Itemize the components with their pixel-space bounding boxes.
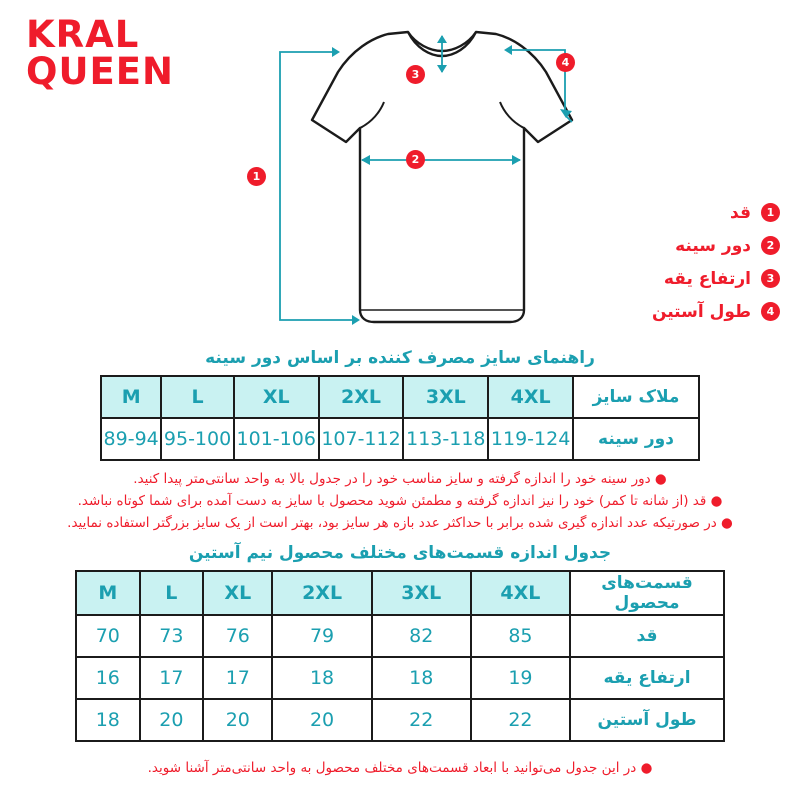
dims-length-3xl: 82 [372, 615, 471, 657]
table-row [76, 657, 724, 699]
dims-header-label: قسمت‌های محصول [570, 571, 724, 615]
chest-size-table [100, 375, 700, 461]
dims-length-xl: 76 [203, 615, 272, 657]
tshirt-illustration [220, 10, 580, 340]
dims-sleeve-l: 20 [140, 699, 204, 741]
legend-item-4 [590, 295, 780, 328]
chest-value-m: 89-94 [101, 418, 161, 460]
table-row [76, 571, 724, 615]
dims-sleeve-4xl: 22 [471, 699, 570, 741]
dims-size-4xl: 4XL [471, 571, 570, 615]
dims-row-label-sleeve: طول آستین [570, 699, 724, 741]
chest-value-xl: 101-106 [234, 418, 319, 460]
legend-marker-4: 4 [761, 302, 780, 321]
marker-2: 2 [406, 150, 425, 169]
legend-item-3 [590, 262, 780, 295]
table-row [76, 699, 724, 741]
chest-note-3: ● در صورتیکه عدد اندازه گیری شده برابر با حداکثر عدد بازه هر سایز بود، بهتر است از یک سایز بزرگتر استفاده نمایید. [67, 515, 733, 531]
table-row [101, 376, 699, 418]
legend-marker-1: 1 [761, 203, 780, 222]
dims-size-l: L [140, 571, 204, 615]
legend-item-2 [590, 229, 780, 262]
dims-collar-3xl: 18 [372, 657, 471, 699]
brand-line-1: KRAL [26, 13, 140, 56]
dims-length-l: 73 [140, 615, 204, 657]
dims-collar-xl: 17 [203, 657, 272, 699]
dims-collar-m: 16 [76, 657, 140, 699]
dims-sleeve-xl: 20 [203, 699, 272, 741]
dims-sleeve-3xl: 22 [372, 699, 471, 741]
tshirt-svg [220, 10, 580, 340]
chest-size-4xl: 4XL [488, 376, 573, 418]
dims-collar-4xl: 19 [471, 657, 570, 699]
chest-size-3xl: 3XL [403, 376, 488, 418]
legend-marker-3: 3 [761, 269, 780, 288]
legend-label-4: طول آستین [651, 301, 751, 322]
legend [590, 196, 780, 328]
marker-3: 3 [406, 65, 425, 84]
brand-logo [26, 13, 175, 93]
dims-size-m: M [76, 571, 140, 615]
table-row [76, 615, 724, 657]
dims-sleeve-2xl: 20 [272, 699, 371, 741]
legend-label-2: دور سینه [675, 235, 751, 256]
dims-note-1: ● در این جدول می‌توانید با ابعاد قسمت‌های مختلف محصول به واحد سانتی‌متر آشنا شوید. [147, 760, 653, 776]
chest-size-l: L [161, 376, 234, 418]
table-row [101, 418, 699, 460]
dimensions-table [75, 570, 725, 742]
chest-size-m: M [101, 376, 161, 418]
chest-note-1: ● دور سینه خود را اندازه گرفته و سایز مناسب خود را در جدول بالا به واحد سانتی‌متر پیدا کنید. [133, 471, 667, 487]
chest-size-xl: XL [234, 376, 319, 418]
chest-value-4xl: 119-124 [488, 418, 573, 460]
dims-size-xl: XL [203, 571, 272, 615]
chest-table-title: راهنمای سایز مصرف کننده بر اساس دور سینه [205, 348, 595, 368]
legend-marker-2: 2 [761, 236, 780, 255]
dims-row-label-length: قد [570, 615, 724, 657]
chest-note-2: ● قد (از شانه تا کمر) خود را نیز اندازه گرفته و مطمئن شوید محصول با سایز به دست آمده برای شما کوتاه نباشد. [77, 493, 723, 509]
chest-value-2xl: 107-112 [319, 418, 404, 460]
legend-label-1: قد [730, 202, 751, 223]
dims-sleeve-m: 18 [76, 699, 140, 741]
chest-row-label: دور سینه [573, 418, 699, 460]
dims-length-4xl: 85 [471, 615, 570, 657]
chest-value-3xl: 113-118 [403, 418, 488, 460]
brand-line-2: QUEEN [26, 50, 175, 93]
dims-length-2xl: 79 [272, 615, 371, 657]
dims-table-title: جدول اندازه قسمت‌های مختلف محصول نیم آستین [188, 543, 612, 563]
marker-1: 1 [247, 167, 266, 186]
dims-size-2xl: 2XL [272, 571, 371, 615]
dims-size-3xl: 3XL [372, 571, 471, 615]
dims-notes [20, 757, 780, 779]
chest-notes [20, 468, 780, 534]
legend-item-1 [590, 196, 780, 229]
chest-header-label: ملاک سایز [573, 376, 699, 418]
chest-size-2xl: 2XL [319, 376, 404, 418]
dims-length-m: 70 [76, 615, 140, 657]
chest-value-l: 95-100 [161, 418, 234, 460]
dims-row-label-collar: ارتفاع یقه [570, 657, 724, 699]
dims-collar-l: 17 [140, 657, 204, 699]
dims-collar-2xl: 18 [272, 657, 371, 699]
marker-4: 4 [556, 53, 575, 72]
legend-label-3: ارتفاع یقه [663, 268, 751, 289]
